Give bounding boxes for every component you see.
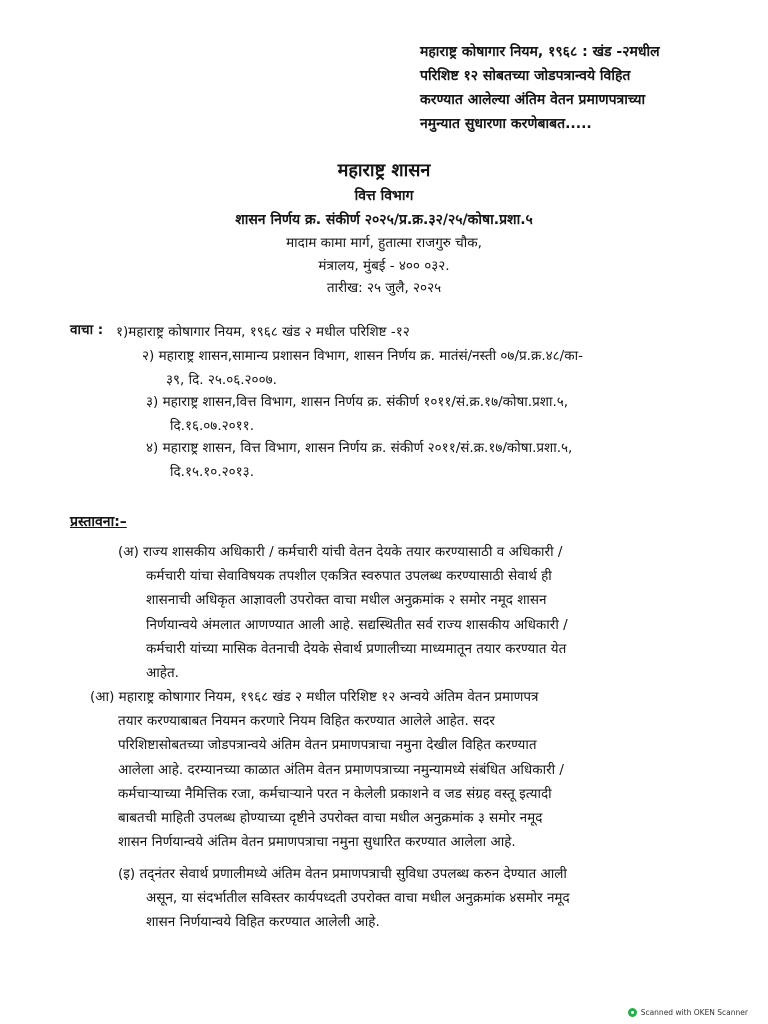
gr-number: शासन निर्णय क्र. संकीर्ण २०२५/प्र.क्र.३२/२५/कोषा.प्रशा.५ bbox=[235, 212, 533, 228]
paragraph-line: कर्मचारी यांच्या मासिक वेतनाची देयके सेवार्थ प्रणालीच्या माध्यमातून तयार करण्यात येत bbox=[146, 640, 567, 657]
paragraph-line: बाबतची माहिती उपलब्ध होण्याच्या दृष्टीने उपरोक्त वाचा मधील अनुक्रमांक ३ समोर नमूद bbox=[118, 810, 543, 827]
paragraph-line: आलेला आहे. दरम्यानच्या काळात अंतिम वेतन प्रमाणपत्राच्या नमुन्यामध्ये संबंधित अधिकारी / bbox=[118, 761, 564, 778]
paragraph-line: कर्मचाऱ्याच्या नैमित्तिक रजा, कर्मचाऱ्याने परत न केलेली प्रकाशने व जड संग्रह वस्तू इत्यादी bbox=[118, 785, 552, 802]
paragraph-line: शासनाची अधिकृत आज्ञावली उपरोक्त वाचा मधील अनुक्रमांक २ समोर नमूद शासन bbox=[146, 592, 547, 609]
scanner-logo-icon bbox=[628, 1008, 637, 1017]
address-line-2: मंत्रालय, मुंबई - ४०० ०३२. bbox=[318, 258, 450, 274]
subject-block bbox=[420, 40, 750, 136]
subject-line: महाराष्ट्र कोषागार नियम, १९६८ : खंड -२मधील bbox=[420, 44, 660, 60]
paragraph-line: असून, या संदर्भातील सविस्तर कार्यपध्दती उपरोक्त वाचा मधील अनुक्रमांक ४समोर नमूद bbox=[146, 890, 570, 907]
reference-line: २) महाराष्ट्र शासन,सामान्य प्रशासन विभाग, शासन निर्णय क्र. मातंसं/नस्ती ०७/प्र.क्र.४८/का- bbox=[142, 348, 583, 364]
subject-line: परिशिष्ट १२ सोबतच्या जोडपत्रान्वये विहित bbox=[420, 68, 631, 84]
reference-item bbox=[142, 344, 583, 392]
subject-line: नमुन्यात सुधारणा करणेबाबत..... bbox=[420, 116, 592, 132]
preamble-paragraph-a bbox=[118, 540, 568, 685]
reference-item bbox=[116, 320, 410, 344]
scanner-watermark bbox=[628, 1008, 748, 1017]
preamble-paragraph-i bbox=[118, 862, 570, 935]
scanner-watermark-text: Scanned with OKEN Scanner bbox=[640, 1008, 748, 1017]
subject-line: करण्यात आलेल्या अंतिम वेतन प्रमाणपत्राच्या bbox=[420, 92, 646, 108]
department-name: वित्त विभाग bbox=[354, 188, 414, 204]
paragraph-line: आहेत. bbox=[146, 665, 179, 682]
document-date: तारीख: २५ जुलै, २०२५ bbox=[326, 280, 442, 296]
reference-item bbox=[146, 436, 572, 484]
reference-item bbox=[146, 390, 568, 438]
paragraph-line: (आ) महाराष्ट्र कोषागार नियम, १९६८ खंड २ मधील परिशिष्ट १२ अन्वये अंतिम वेतन प्रमाणपत्र bbox=[90, 689, 539, 705]
paragraph-line: परिशिष्टासोबतच्या जोडपत्रान्वये अंतिम वेतन प्रमाणपत्राचा नमुना देखील विहित करण्यात bbox=[118, 737, 537, 754]
reference-line-continued: दि.१६.०७.२०११. bbox=[170, 418, 254, 434]
preamble-heading: प्रस्तावना:– bbox=[70, 514, 127, 530]
preamble-paragraph-aa bbox=[90, 685, 564, 854]
reference-line: ४) महाराष्ट्र शासन, वित्त विभाग, शासन निर्णय क्र. संकीर्ण २०११/सं.क्र.१७/कोषा.प्रशा.५, bbox=[146, 440, 573, 456]
paragraph-line: (अ) राज्य शासकीय अधिकारी / कर्मचारी यांची वेतन देयके तयार करण्यासाठी व अधिकारी / bbox=[118, 544, 563, 560]
reference-line-continued: दि.१५.१०.२०१३. bbox=[170, 464, 254, 480]
paragraph-line: निर्णयान्वये अंमलात आणण्यात आली आहे. सद्यस्थितीत सर्व राज्य शासकीय अधिकारी / bbox=[146, 616, 568, 633]
government-title: महाराष्ट्र शासन bbox=[337, 160, 431, 181]
paragraph-line: कर्मचारी यांचा सेवाविषयक तपशील एकत्रित स्वरुपात उपलब्ध करण्यासाठी सेवार्थ ही bbox=[146, 568, 552, 585]
paragraph-line: शासन निर्णयान्वये अंतिम वेतन प्रमाणपत्राचा नमुना सुधारित करण्यात आलेला आहे. bbox=[118, 834, 516, 851]
reference-line-continued: ३९, दि. २५.०६.२००७. bbox=[166, 372, 277, 388]
paragraph-line: (इ) तद्नंतर सेवार्थ प्रणालीमध्ये अंतिम वेतन प्रमाणपत्राची सुविधा उपलब्ध करुन देण्यात आली bbox=[118, 866, 567, 882]
paragraph-line: शासन निर्णयान्वये विहित करण्यात आलेली आहे. bbox=[146, 914, 380, 931]
reference-line: १)महाराष्ट्र कोषागार नियम, १९६८ खंड २ मधील परिशिष्ट -१२ bbox=[116, 324, 410, 340]
paragraph-line: तयार करण्याबाबत नियमन करणारे नियम विहित करण्यात आलेले आहेत. सदर bbox=[118, 713, 495, 730]
reference-line: ३) महाराष्ट्र शासन,वित्त विभाग, शासन निर्णय क्र. संकीर्ण १०११/सं.क्र.१७/कोषा.प्रशा.५, bbox=[146, 394, 569, 410]
references-label: वाचा : bbox=[70, 322, 104, 338]
address-line-1: मादाम कामा मार्ग, हुतात्मा राजगुरु चौक, bbox=[286, 235, 482, 251]
